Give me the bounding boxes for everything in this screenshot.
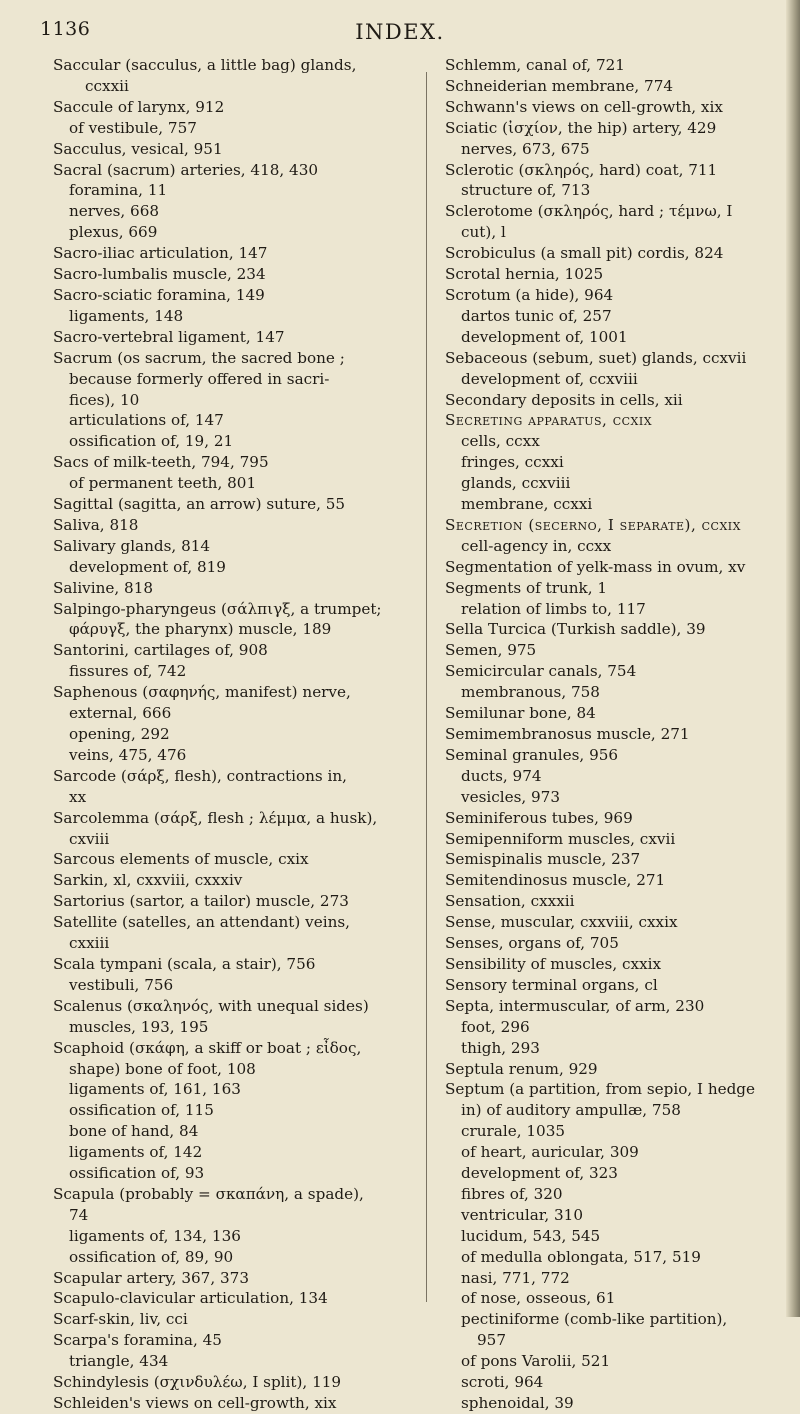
index-entry: Seminal granules, 956 (445, 745, 619, 764)
index-entry: Secondary deposits in cells, xii (445, 390, 683, 409)
index-subentry: in) of auditory ampullæ, 758 (461, 1101, 681, 1120)
index-entry: Santorini, cartilages of, 908 (53, 641, 268, 660)
index-entry: Secretion (secerno, I separate), ccxix (445, 515, 741, 534)
index-entry: Sarkin, xl, cxxviii, cxxxiv (53, 871, 243, 890)
index-subentry: because formerly offered in sacri- (69, 369, 330, 388)
index-subentry: ducts, 974 (461, 766, 542, 785)
index-entry: Septa, intermuscular, of arm, 230 (445, 996, 705, 1015)
index-entry: Scrotum (a hide), 964 (445, 285, 614, 304)
index-entry: Scala tympani (scala, a stair), 756 (53, 954, 316, 973)
index-subentry: crurale, 1035 (461, 1122, 566, 1141)
index-entry: Scapular artery, 367, 373 (53, 1268, 249, 1287)
index-subentry: of heart, auricular, 309 (461, 1143, 639, 1162)
index-entry: Semicircular canals, 754 (445, 662, 637, 681)
page-header: INDEX. (355, 20, 445, 44)
index-subentry: cxviii (69, 829, 110, 848)
index-entry: Schneiderian membrane, 774 (445, 76, 674, 95)
index-entry: Sartorius (sartor, a tailor) muscle, 273 (53, 892, 349, 911)
index-entry: Scaphoid (σκάφη, a skiff or boat ; εἶδος, (53, 1038, 362, 1057)
index-subentry: muscles, 193, 195 (69, 1017, 209, 1036)
index-subentry: nerves, 673, 675 (461, 139, 590, 158)
index-subentry: scroti, 964 (461, 1373, 544, 1392)
index-entry: Sensory terminal organs, cl (445, 975, 658, 994)
index-subentry: of pons Varolii, 521 (461, 1352, 611, 1371)
index-entry: Sacrum (os sacrum, the sacred bone ; (53, 348, 345, 367)
index-entry: Semilunar bone, 84 (445, 704, 596, 723)
index-subentry: triangle, 434 (69, 1352, 169, 1371)
index-entry: Sebaceous (sebum, suet) glands, ccxvii (445, 348, 747, 367)
index-subentry: of vestibule, 757 (69, 118, 197, 137)
index-entry: Semen, 975 (445, 641, 537, 660)
index-subentry: thigh, 293 (461, 1038, 540, 1057)
index-subentry: membranous, 758 (461, 683, 600, 702)
index-entry: Semispinalis muscle, 237 (445, 850, 641, 869)
index-subentry: fibres of, 320 (461, 1184, 563, 1203)
index-subentry: development of, ccxviii (461, 369, 638, 388)
index-subentry: structure of, 713 (461, 181, 591, 200)
index-entry: Sarcous elements of muscle, cxix (53, 850, 309, 869)
index-entry: Semitendinosus muscle, 271 (445, 871, 666, 890)
index-subentry: relation of limbs to, 117 (461, 599, 646, 618)
index-subentry: opening, 292 (69, 725, 170, 743)
index-entry: Sacro-sciatic foramina, 149 (53, 285, 265, 304)
index-subentry: cxxiii (69, 934, 110, 953)
index-entry: Sensation, cxxxii (445, 892, 575, 911)
index-subentry: external, 666 (69, 704, 172, 723)
index-entry: Scrotal hernia, 1025 (445, 265, 604, 284)
index-subentry: membrane, ccxxi (461, 495, 593, 514)
index-entry: Sciatic (ἰσχίον, the hip) artery, 429 (445, 118, 717, 137)
index-entry: Sella Turcica (Turkish saddle), 39 (445, 620, 706, 639)
index-column-left (53, 55, 408, 1414)
index-entry: Salivary glands, 814 (53, 536, 211, 555)
index-entry: Sacro-vertebral ligament, 147 (53, 327, 285, 346)
index-entry: Salpingo-pharyngeus (σάλπιγξ, a trumpet; (53, 599, 382, 618)
index-entry: Sacro-lumbalis muscle, 234 (53, 265, 266, 284)
index-subentry: dartos tunic of, 257 (461, 306, 612, 325)
index-subentry: ligaments of, 161, 163 (69, 1080, 241, 1099)
index-entry: Semipenniform muscles, cxvii (445, 829, 676, 848)
index-subentry: shape) bone of foot, 108 (69, 1059, 256, 1078)
index-entry: Semimembranosus muscle, 271 (445, 725, 690, 743)
index-entry: Saliva, 818 (53, 515, 139, 534)
index-entry: Sense, muscular, cxxviii, cxxix (445, 913, 678, 932)
index-subentry: nasi, 771, 772 (461, 1268, 570, 1287)
index-subentry: ossification of, 115 (69, 1101, 214, 1120)
index-subentry: ccxxii (85, 76, 129, 95)
index-subentry: development of, 1001 (461, 327, 628, 346)
index-entry: Sacculus, vesical, 951 (53, 139, 223, 158)
index-entry: Scarf-skin, liv, cci (53, 1310, 188, 1329)
index-subentry: of medulla oblongata, 517, 519 (461, 1247, 701, 1266)
page-number: 1136 (40, 18, 91, 40)
index-entry: Schindylesis (σχινδυλέω, I split), 119 (53, 1373, 342, 1392)
index-subentry: ossification of, 93 (69, 1164, 205, 1183)
index-entry: Septula renum, 929 (445, 1059, 598, 1078)
index-subentry: cells, ccxx (461, 432, 540, 451)
index-subentry: vesicles, 973 (461, 787, 561, 806)
index-entry: Scapula (probably = σκαπάνη, a spade), (53, 1184, 364, 1203)
index-entry: Sclerotic (σκληρός, hard) coat, 711 (445, 160, 718, 179)
index-subentry: ventricular, 310 (461, 1205, 584, 1224)
index-subentry: 74 (69, 1205, 89, 1224)
index-entry: Salivine, 818 (53, 578, 154, 597)
index-subentry: sphenoidal, 39 (461, 1394, 574, 1412)
index-entry: Satellite (satelles, an attendant) veins, (53, 913, 350, 932)
index-entry: Sarcolemma (σάρξ, flesh ; λέμμα, a husk), (53, 808, 378, 827)
index-subentry: cell-agency in, ccxx (461, 536, 612, 555)
index-entry: Schleiden's views on cell-growth, xix (53, 1394, 337, 1412)
index-subentry: cut), l (461, 223, 506, 242)
index-column-right (445, 55, 800, 1414)
index-entry: Septum (a partition, from sepio, I hedge (445, 1080, 756, 1099)
index-entry: Saccular (sacculus, a little bag) glands, (53, 56, 357, 74)
index-subentry: veins, 475, 476 (69, 745, 187, 764)
index-subentry: ossification of, 19, 21 (69, 432, 234, 451)
index-subentry: of permanent teeth, 801 (69, 474, 257, 493)
index-subentry: xx (69, 787, 87, 806)
index-entry: Segments of trunk, 1 (445, 578, 608, 597)
index-subentry: development of, 819 (69, 557, 226, 576)
index-subentry: ligaments, 148 (69, 306, 184, 325)
index-entry: Scrobiculus (a small pit) cordis, 824 (445, 244, 724, 263)
index-subentry: φάρυγξ, the pharynx) muscle, 189 (69, 620, 332, 639)
index-subentry: ligaments of, 134, 136 (69, 1226, 241, 1245)
index-entry: Senses, organs of, 705 (445, 934, 619, 953)
index-subentry: of nose, osseous, 61 (461, 1289, 616, 1308)
index-subentry: nerves, 668 (69, 202, 160, 221)
index-subentry: vestibuli, 756 (69, 975, 174, 994)
index-entry: Secreting apparatus, ccxix (445, 411, 653, 430)
index-entry: Sclerotome (σκληρός, hard ; τέμνω, I (445, 202, 733, 221)
index-entry: Sacro-iliac articulation, 147 (53, 244, 268, 263)
index-subentry: ligaments of, 142 (69, 1143, 203, 1162)
index-subentry: glands, ccxviii (461, 474, 571, 493)
index-subentry: articulations of, 147 (69, 411, 224, 430)
index-subentry: foramina, 11 (69, 181, 168, 200)
index-entry: Segmentation of yelk-mass in ovum, xv (445, 557, 746, 576)
index-subentry: fringes, ccxxi (461, 453, 564, 472)
index-subentry: lucidum, 543, 545 (461, 1226, 601, 1245)
index-entry: Sagittal (sagitta, an arrow) suture, 55 (53, 495, 346, 514)
index-entry: Saphenous (σαφηνής, manifest) nerve, (53, 683, 351, 702)
index-entry: Sarcode (σάρξ, flesh), contractions in, (53, 766, 348, 785)
index-entry: Seminiferous tubes, 969 (445, 808, 633, 827)
index-subentry: fissures of, 742 (69, 662, 187, 681)
index-entry: Sacs of milk-teeth, 794, 795 (53, 453, 269, 472)
index-subentry: foot, 296 (461, 1017, 530, 1036)
index-subentry: ossification of, 89, 90 (69, 1247, 234, 1266)
index-entry: Schwann's views on cell-growth, xix (445, 97, 723, 116)
index-subentry: development of, 323 (461, 1164, 618, 1183)
index-entry: Sacral (sacrum) arteries, 418, 430 (53, 160, 319, 179)
index-subentry: pectiniforme (comb-like partition), (461, 1310, 728, 1329)
index-subentry: plexus, 669 (69, 223, 158, 242)
index-subentry: 957 (477, 1331, 506, 1350)
index-entry: Saccule of larynx, 912 (53, 97, 225, 116)
index-subentry: bone of hand, 84 (69, 1122, 199, 1141)
index-entry: Schlemm, canal of, 721 (445, 56, 625, 74)
index-subentry: fices), 10 (69, 390, 140, 409)
index-entry: Scapulo-clavicular articulation, 134 (53, 1289, 328, 1308)
column-divider (426, 72, 427, 1302)
index-entry: Scarpa's foramina, 45 (53, 1331, 222, 1350)
index-entry: Sensibility of muscles, cxxix (445, 954, 662, 973)
index-entry: Scalenus (σκαληνός, with unequal sides) (53, 996, 369, 1015)
